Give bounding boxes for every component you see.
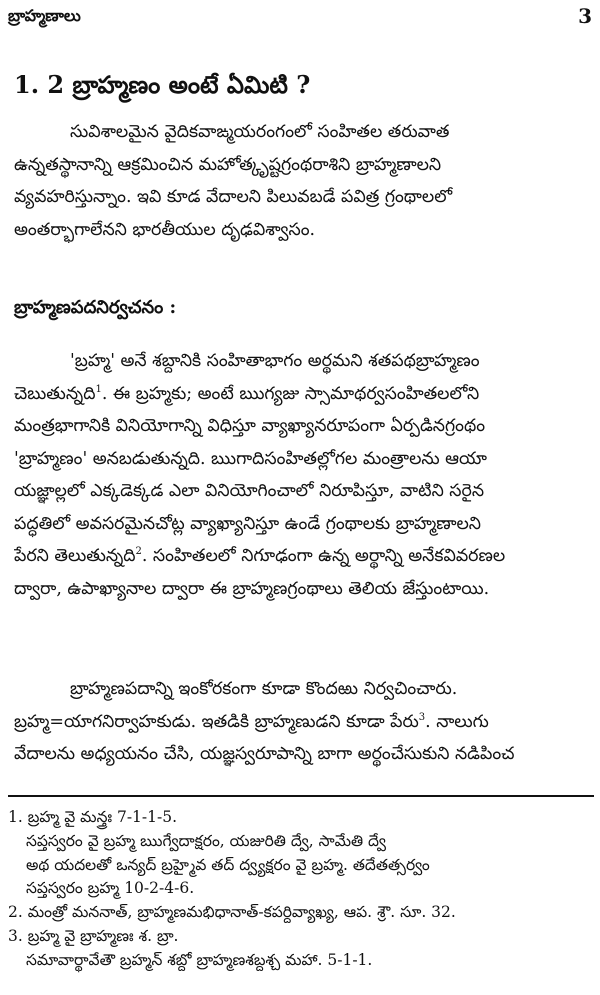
paragraph-intro [14,116,594,246]
paragraph-line: పద్ధతిలో అవసరమైనచోట్ల వ్యాఖ్యానిస్తూ ఉండే గ్రంథాలకు బ్రాహ్మణాలని [14,513,481,534]
footnote-divider [8,795,594,797]
page-number: 3 [578,4,592,28]
paragraph-line: వేదాలను అధ్యయనం చేసి, యజ్ఞస్వరూపాన్ని బాగా అర్థంచేసుకుని నడిపించ [14,744,515,764]
footnote-1: 1. బ్రహ్మ వై మన్త్రః 7-1-1-5. [8,808,178,826]
footnote-ref: 1 [95,383,102,395]
paragraph-line: మంత్రభాగానికి వినియోగాన్ని విధిస్తూ వ్యాఖ్యానరూపంగా ఏర్పడినగ్రంథం [14,416,486,436]
line-text: బ్రహ్మ=యాగనిర్వాహకుడు. ఇతడికి బ్రాహ్మణుడని కూడా పేరు [14,711,419,732]
running-header [8,4,592,30]
line-text: పేరని తెలుతున్నది [14,546,136,566]
footnote-1-continuation: సప్తస్వరం వై బ్రహ్మ ఋగ్వేదాక్షరం, యజురితి ద్వే, సామేతి ద్వే [26,831,386,850]
footnotes [8,806,594,973]
paragraph-line: సువిశాలమైన వైదికవాఙ్మయరంగంలో సంహితల తరువాత [70,122,450,142]
footnote-ref: 3 [418,711,426,723]
paragraph-line: 'బ్రాహ్మణం' అనబడుతున్నది. ఋగాదిసంహితల్లోగల మంత్రాలను ఆయా [14,448,487,469]
paragraph-line [14,378,594,411]
section-heading: 1. 2 బ్రాహ్మణం అంటే ఏమిటి ? [14,70,311,99]
paragraph-line: బ్రాహ్మణపదాన్ని ఇంకోరకంగా కూడా కొందఱు నిర్వచించారు. [70,679,458,699]
paragraph-alternate-definition [14,673,594,771]
footnote-1-continuation: అథ యదలతో ఒన్యద్ బ్రహ్మైవ తద్ ద్వ్యక్షరం వై బ్రహ్మ. తదేతత్సర్వం [26,855,430,874]
paragraph-line: యజ్ఞాల్లలో ఎక్కడెక్కడ ఎలా వినియోగించాలో నిరూపిస్తూ, వాటిని సరైన [14,481,485,501]
paragraph-line: అంతర్భాగాలేనని భారతీయుల దృఢవిశ్వాసం. [14,219,316,240]
running-title: బ్రాహ్మణాలు [8,6,81,25]
line-text: . నాలుగు [425,711,489,732]
paragraph-line: ఉన్నతస్థానాన్ని ఆక్రమించిన మహోత్కృష్టగ్రంథరాశిని బ్రాహ్మణాలని [14,154,442,175]
line-text: చెబుతున్నది [14,383,96,404]
subheading-definition: బ్రాహ్మణపదనిర్వచనం : [14,297,177,318]
footnote-3: 3. బ్రహ్మ వై బ్రాహ్మణః శ. బ్రా. [8,926,179,945]
footnote-ref: 2 [135,546,142,558]
paragraph-line [14,706,594,739]
paragraph-line: 'బ్రహ్మ' అనే శబ్దానికి సంహితాభాగం అర్థమని శతపథబ్రాహ్మణం [70,351,480,371]
footnote-1-continuation: సప్తస్వరం బ్రహ్మ 10-2-4-6. [26,879,195,898]
footnote-3-continuation: సమావార్థావేతౌ బ్రహ్మన్ శబ్దో బ్రాహ్మణశబ్దశ్చ మహా. 5-1-1. [26,950,373,969]
paragraph-line [14,540,594,573]
footnote-2: 2. మంత్రో మననాత్, బ్రాహ్మణమభిధానాత్-కపర్దివ్యాఖ్య, ఆప. శ్రౌ. సూ. 32. [8,903,456,922]
paragraph-line: వ్యవహరిస్తున్నాం. ఇవి కూడ వేదాలని పిలువబడే పవిత్ర గ్రంథాలలో [14,187,453,207]
paragraph-definition [14,345,594,605]
paragraph-line: ద్వారా, ఉపాఖ్యానాల ద్వారా ఈ బ్రాహ్మణగ్రంథాలు తెలియ జేస్తుంటాయి. [14,578,490,599]
line-text: . ఈ బ్రహ్మకు; అంటే ఋగ్యజు స్సామాథర్వసంహితలలోని [101,383,480,404]
line-text: . సంహితలలో నిగూఢంగా ఉన్న అర్థాన్ని అనేకవివరణల [141,546,506,566]
